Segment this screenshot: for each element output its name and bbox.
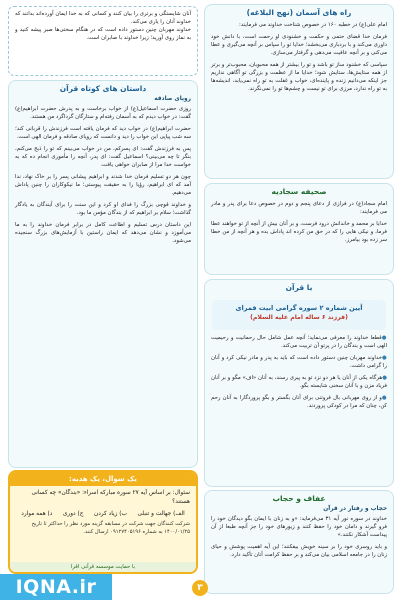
hijab-section (204, 490, 394, 594)
option-a: الف) جهالت و تنبلی (137, 511, 185, 517)
paragraph: خداوند در سوره نور آیه ۳۱ می‌فرماید: «و به زنان با ایمان بگو دیدگان خود را فرو گیرند و دامان خود را حفظ کنند و زیورهای خود را جز آنچه طبعا از آن پیداست آشکار نکنند.» (211, 516, 387, 538)
banner-line-1: آیین شماره ۲ سوره گرامی ابیت قمرای (235, 304, 363, 312)
contest-options (10, 510, 196, 518)
paragraph: حضرت ابراهیم(ع) در خواب دید که فرمان یافته است فرزندش را قربانی کند؛ سه شب پیاپی این خواب را دید و دانست که رویای صادقه و فرمان الهی است. (15, 126, 191, 140)
paragraph: خدایا بر محمد و خاندانش درود فرست، و بر آنان بیش از آنچه از تو خواهند عطا فرما، و نیکی هایی را که در حق من کرده اند پاداش بده و هر آنچه از من خطا سر زده بود بیامرز. (211, 221, 387, 243)
list-item: ● خداوند مهربان چنین دستور داده است که باید به پدر و مادر نیکی کرد و آنان را گرامی داشت. (205, 352, 393, 372)
section-title: راه های آسمان (نهج البلاغه) (246, 8, 352, 17)
paragraph: این داستان درس تسلیم و اطاعت کامل در برابر فرمان خداوند را به ما می‌آموزد و نشان می‌دهد که ایمان راستین با آزمایش‌های بزرگ سنجیده می‌شود. (15, 222, 191, 244)
paragraph: فرمان خدا قضای حتمی و حکمت و خشنودی او رحمت است، با دانش خود داوری می‌کند و با بردباری می‌بخشد؛ خدایا تو را سپاس بر آنچه می‌گیری و عطا می‌کنی و بر آنچه عافیت می‌دهی و گرفتار می‌سازی. (211, 34, 387, 56)
paragraph: چون هر دو تسلیم فرمان خدا شدند و ابراهیم پیشانی پسر را بر خاک نهاد، ندا آمد که ای ابراهیم، رؤیا را به حقیقت پیوستی؛ ما نیکوکاران را چنین پاداش می‌دهیم. (15, 174, 191, 196)
contest-question: سئوال: بر اساس آیه ۲۷ سوره مبارکه اسراء: «بندگان» چه کسانی هستند؟ (31, 490, 190, 505)
banner-line-2: (فرزند ۶ ساله امام علیه السلام) (250, 314, 348, 321)
paragraph: امام علی(ع) در خطبه ۱۶۰ در خصوص شناخت خداوند می فرمایند: (239, 22, 387, 28)
paragraph: امام سجاد(ع) در فرازی از دعای پنجم و دوم در خصوص دعا برای پدر و مادر می فرمایند: (211, 201, 387, 215)
section-title: با قرآن (285, 283, 313, 292)
section-title: صحیفه سجادیه (271, 187, 327, 196)
lesson-banner (212, 300, 386, 330)
page-number: ۳ (192, 580, 208, 596)
paragraph: و باید روسری خود را بر سینه خویش بیفکنند؛ این آیه اهمیت پوشش و حیای زنان را در جامعه اسلامی بیان می‌کند و بر حفظ کرامت آنان تأکید دارد. (211, 544, 387, 558)
option-c: ج) دوری (62, 511, 84, 517)
quiz-contest-box (8, 470, 198, 574)
list-item: ● قطعا خداوند را معرفی می‌نماید؛ آنچه عمل شامل حال رحمانیت و رحیمیت الهی است و بندگان را در پرتو آن تربیت می‌کند. (205, 332, 393, 352)
option-d: د) همه موارد (21, 511, 53, 517)
nahj-al-balagha-section (204, 4, 394, 179)
iqna-logo[interactable]: IQNA.ir (0, 574, 112, 600)
option-b: ب) زیاد کردن (93, 511, 127, 517)
sahifa-sajjadiya-section (204, 183, 394, 275)
list-item: ● هرگاه یکی از آنان یا هر دو نزد تو به پیری رسند، به آنان «اف» مگو و بر آنان فریاد مزن و با آنان سخنی شایسته بگو. (205, 372, 393, 392)
lesson-list (205, 332, 393, 412)
paragraph: پس به فرزندش گفت: ای پسرکم، من در خواب می‌بینم که تو را ذبح می‌کنم، بنگر تا چه می‌بینی؟ اسماعیل گفت: ای پدر، آنچه را مأموری انجام ده که به خواست خدا مرا از صابران خواهی یافت. (15, 146, 191, 168)
section-subtitle: حجاب و رفتار در قرآن (323, 506, 387, 512)
section-title: داستان های کوتاه قرآن (59, 84, 147, 93)
contest-sponsor: با حمایت موسسه قرآنی اقرا (10, 562, 196, 572)
paragraph: آنان شایستگی و برتری را بیان کنند و کسانی که به خدا ایمان آورده‌اند بدانند که خداوند آنان را یاری می‌کند. (15, 11, 191, 25)
paragraph: روزی حضرت اسماعیل(ع) از خواب برخاست و به پدرش حضرت ابراهیم(ع) گفت: در خواب دیدم که به آسمان رفته‌ام و ستارگان گرداگرد من هستند. (15, 106, 191, 120)
quran-stories-section (8, 80, 198, 468)
list-item: ● و از روی مهربانی بال فروتنی برای آنان بگستر و بگو پروردگارا به آنان رحم کن، چنان که مرا در کودکی پروردند. (205, 392, 393, 412)
paragraph: خداوند مهربان چنین دستور داده است که در هنگام سختی‌ها صبر پیشه کنید و به نماز روی آورید؛ زیرا خداوند با صابران است. (15, 27, 191, 41)
section-subtitle: رویای صادقه (154, 96, 191, 102)
intro-quote-box (8, 6, 198, 76)
contest-title: یک سوال، یک هدیه: (10, 472, 196, 486)
contest-note: شرکت کنندگان جهت شرکت در مسابقه گزینه مورد نظر را حداکثر تا تاریخ ۱۴۰۰/۰۱/۲۵ به شماره ۰۹۱۲۷۴۰۵۱۹۶ ارسال کنند. (31, 521, 190, 535)
paragraph: و خداوند قوچی بزرگ را فدای او کرد و این سنت را برای آیندگان به یادگار گذاشت؛ سلام بر ابراهیم که از بندگان مؤمن ما بود. (15, 202, 191, 216)
paragraph: سپاسی که خشنود ساز تو باشد و تو را بیشتر از همه محبوبان، محبوب‌تر و برتر از همه ستایش‌ها، ستایش شود؛ خدایا ما از عظمت و بزرگی تو آگاهی نداریم جز اینکه می‌دانیم زنده و پاینده‌ای، خواب و غفلت به تو راه نمی‌یابد، اندیشه‌ها به تو راه ندارد، مرزی برای تو نیست و چشم‌ها تو را نمی‌نگرند. (211, 62, 387, 92)
section-title: عفاف و حجاب (272, 494, 326, 503)
